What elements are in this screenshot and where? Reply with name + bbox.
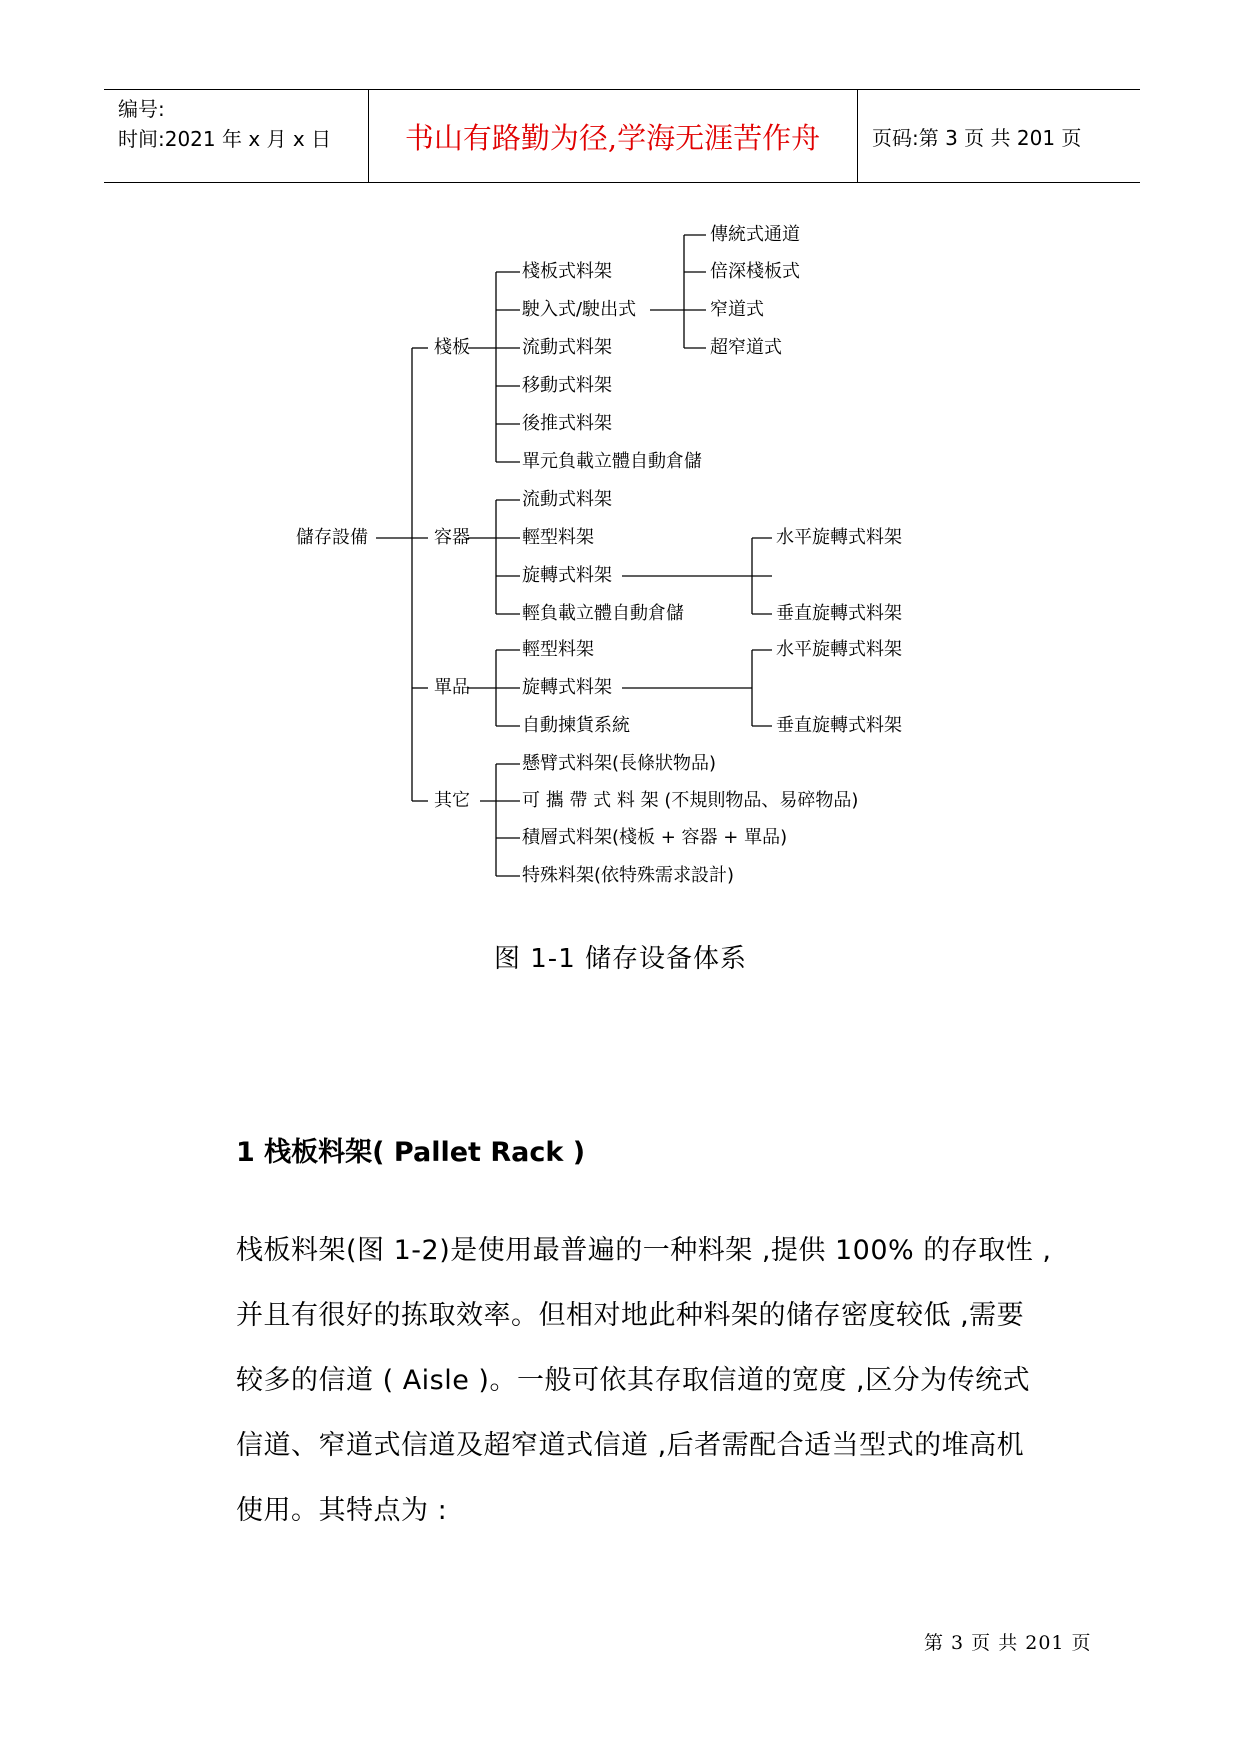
diagram-subitem: 垂直旋轉式料架: [776, 715, 902, 736]
body-paragraph: [236, 1218, 1096, 1543]
diagram-item: 旋轉式料架: [522, 677, 612, 698]
header-motto: 书山有路勤为径,学海无涯苦作舟: [404, 120, 821, 155]
page-footer: 第 3 页 共 201 页: [924, 1632, 1092, 1654]
diagram-item: 輕型料架: [522, 639, 594, 660]
paragraph-line: 信道、窄道式信道及超窄道式信道 ,后者需配合适当型式的堆高机: [236, 1430, 1025, 1461]
diagram-subitem: 超窄道式: [710, 337, 782, 358]
header-page-label: 页码:第 3 页 共 201 页: [872, 125, 1082, 150]
diagram-subitem: 水平旋轉式料架: [776, 639, 902, 660]
paragraph-line: 使用。其特点为 :: [236, 1495, 448, 1526]
figure-caption: 图 1-1 储存设备体系: [494, 944, 747, 974]
diagram-item: 積層式料架(棧板 + 容器 + 單品): [522, 827, 788, 848]
diagram-item: 後推式料架: [522, 413, 612, 434]
diagram-subitem: 水平旋轉式料架: [776, 527, 902, 548]
diagram-item: 特殊料架(依特殊需求設計): [522, 865, 735, 886]
paragraph-line: 栈板料架(图 1-2)是使用最普遍的一种料架 ,提供 100% 的存取性 ,: [236, 1235, 1052, 1266]
diagram-item: 移動式料架: [522, 375, 612, 396]
diagram-item: 懸臂式料架(長條狀物品): [522, 753, 717, 774]
diagram-item: 可 攜 帶 式 料 架 (不規則物品、易碎物品): [522, 790, 859, 811]
diagram-category: 容器: [434, 527, 470, 548]
diagram-category: 棧板: [434, 337, 470, 358]
number-label: 编号:: [118, 97, 165, 121]
diagram-item: 流動式料架: [522, 337, 612, 358]
diagram-subitem: 垂直旋轉式料架: [776, 603, 902, 624]
diagram-item: 駛入式/駛出式: [522, 299, 637, 320]
section-title: 1 栈板料架( Pallet Rack ): [236, 1137, 586, 1168]
diagram-item: 棧板式料架: [522, 261, 612, 282]
diagram-item: 輕負載立體自動倉儲: [522, 603, 684, 624]
diagram-item: 流動式料架: [522, 489, 612, 510]
paragraph-line: 较多的信道 ( Aisle )。一般可依其存取信道的宽度 ,区分为传统式: [236, 1365, 1031, 1396]
diagram-category: 單品: [434, 677, 470, 698]
paragraph-line: 并且有很好的拣取效率。但相对地此种料架的储存密度较低 ,需要: [236, 1300, 1025, 1331]
time-label: 时间:2021 年 x 月 x 日: [118, 127, 332, 151]
diagram-item: 輕型料架: [522, 527, 594, 548]
diagram-category: 其它: [434, 790, 470, 811]
diagram-item: 旋轉式料架: [522, 565, 612, 586]
diagram-subitem: 傳統式通道: [710, 224, 800, 245]
diagram-subitem: 倍深棧板式: [710, 261, 800, 282]
diagram-root: 儲存設備: [296, 527, 368, 548]
diagram-subitem: 窄道式: [710, 299, 764, 320]
diagram-item: 單元負載立體自動倉儲: [522, 451, 702, 472]
diagram-item: 自動揀貨系統: [522, 715, 630, 736]
